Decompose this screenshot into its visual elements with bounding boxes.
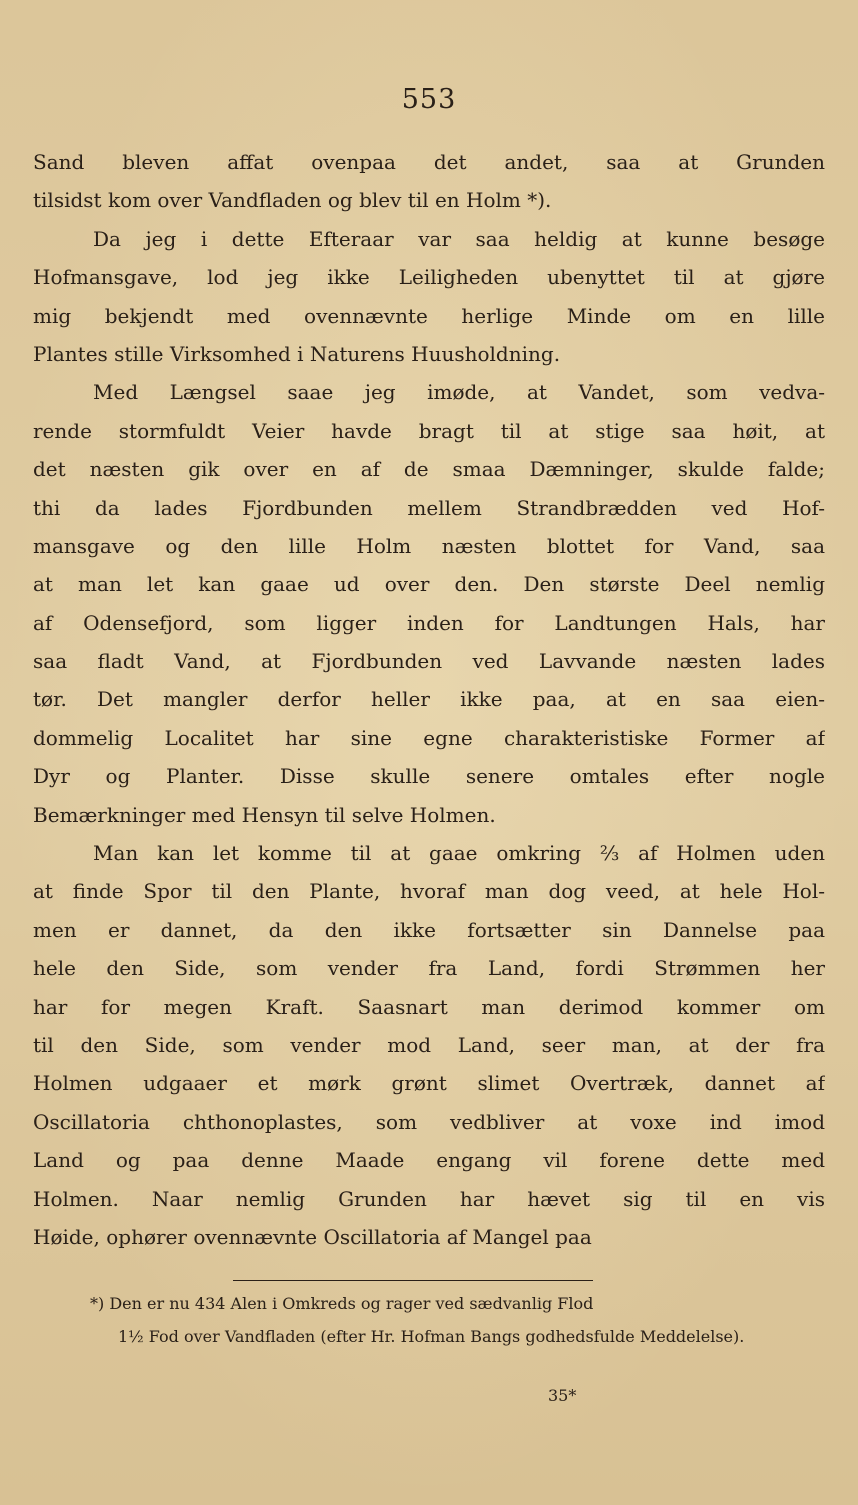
text-line: thi da lades Fjordbunden mellem Strandbrædden ved Hof- (33, 495, 825, 520)
text-line: saa fladt Vand, at Fjordbunden ved Lavvande næsten lades (33, 649, 825, 674)
text-line: Man kan let komme til at gaae omkring ⅔ af Holmen uden (93, 841, 825, 866)
text-line: Bemærkninger med Hensyn til selve Holmen. (33, 802, 496, 827)
body-text (33, 143, 825, 1256)
footnote-line: 1½ Fod over Vandfladen (efter Hr. Hofman Bangs godhedsfulde Meddelelse). (118, 1327, 745, 1346)
text-line: Oscillatoria chthonoplastes, som vedbliver at voxe ind imod (33, 1109, 825, 1134)
text-line: tør. Det mangler derfor heller ikke paa, at en saa eien- (33, 687, 825, 712)
text-line: Holmen. Naar nemlig Grunden har hævet sig til en vis (33, 1186, 825, 1211)
page-number: 553 (401, 84, 457, 115)
text-line: mig bekjendt med ovennævnte herlige Minde om en lille (33, 303, 825, 328)
text-line: af Odensefjord, som ligger inden for Landtungen Hals, har (33, 610, 825, 635)
text-line: Plantes stille Virksomhed i Naturens Huusholdning. (33, 341, 561, 366)
text-line: rende stormfuldt Veier havde bragt til at stige saa høit, at (33, 418, 825, 443)
footnote-line: *) Den er nu 434 Alen i Omkreds og rager ved sædvanlig Flod (90, 1294, 594, 1313)
text-line: at man let kan gaae ud over den. Den største Deel nemlig (33, 572, 825, 597)
text-line: Med Længsel saae jeg imøde, at Vandet, som vedva- (93, 380, 825, 405)
text-line: Sand bleven affat ovenpaa det andet, saa at Grunden (33, 150, 825, 174)
text-line: tilsidst kom over Vandfladen og blev til en Holm *). (33, 188, 552, 213)
text-line: har for megen Kraft. Saasnart man derimod kommer om (33, 994, 825, 1019)
text-line: Holmen udgaaer et mørk grønt slimet Overtræk, dannet af (33, 1071, 825, 1096)
signature-mark: 35* (548, 1386, 577, 1405)
text-line: dommelig Localitet har sine egne charakteristiske Former af (33, 725, 825, 750)
text-line: Dyr og Planter. Disse skulle senere omtales efter nogle (33, 764, 825, 789)
text-line: at finde Spor til den Plante, hvoraf man dog veed, at hele Hol- (33, 879, 825, 904)
text-line: Hofmansgave, lod jeg ikke Leiligheden ubenyttet til at gjøre (33, 265, 825, 290)
text-line: Land og paa denne Maade engang vil forene dette med (33, 1148, 825, 1173)
text-line: til den Side, som vender mod Land, seer man, at der fra (33, 1032, 825, 1057)
text-line: mansgave og den lille Holm næsten blottet for Vand, saa (33, 533, 825, 558)
text-line: Høide, ophører ovennævnte Oscillatoria af Mangel paa (33, 1224, 592, 1249)
footnote-divider (233, 1280, 593, 1281)
footnote (90, 1287, 750, 1353)
text-line: det næsten gik over en af de smaa Dæmninger, skulde falde; (33, 457, 825, 482)
text-line: Da jeg i dette Efteraar var saa heldig at kunne besøge (93, 226, 825, 251)
text-line: hele den Side, som vender fra Land, fordi Strømmen her (33, 956, 825, 981)
text-line: men er dannet, da den ikke fortsætter sin Dannelse paa (33, 917, 825, 942)
